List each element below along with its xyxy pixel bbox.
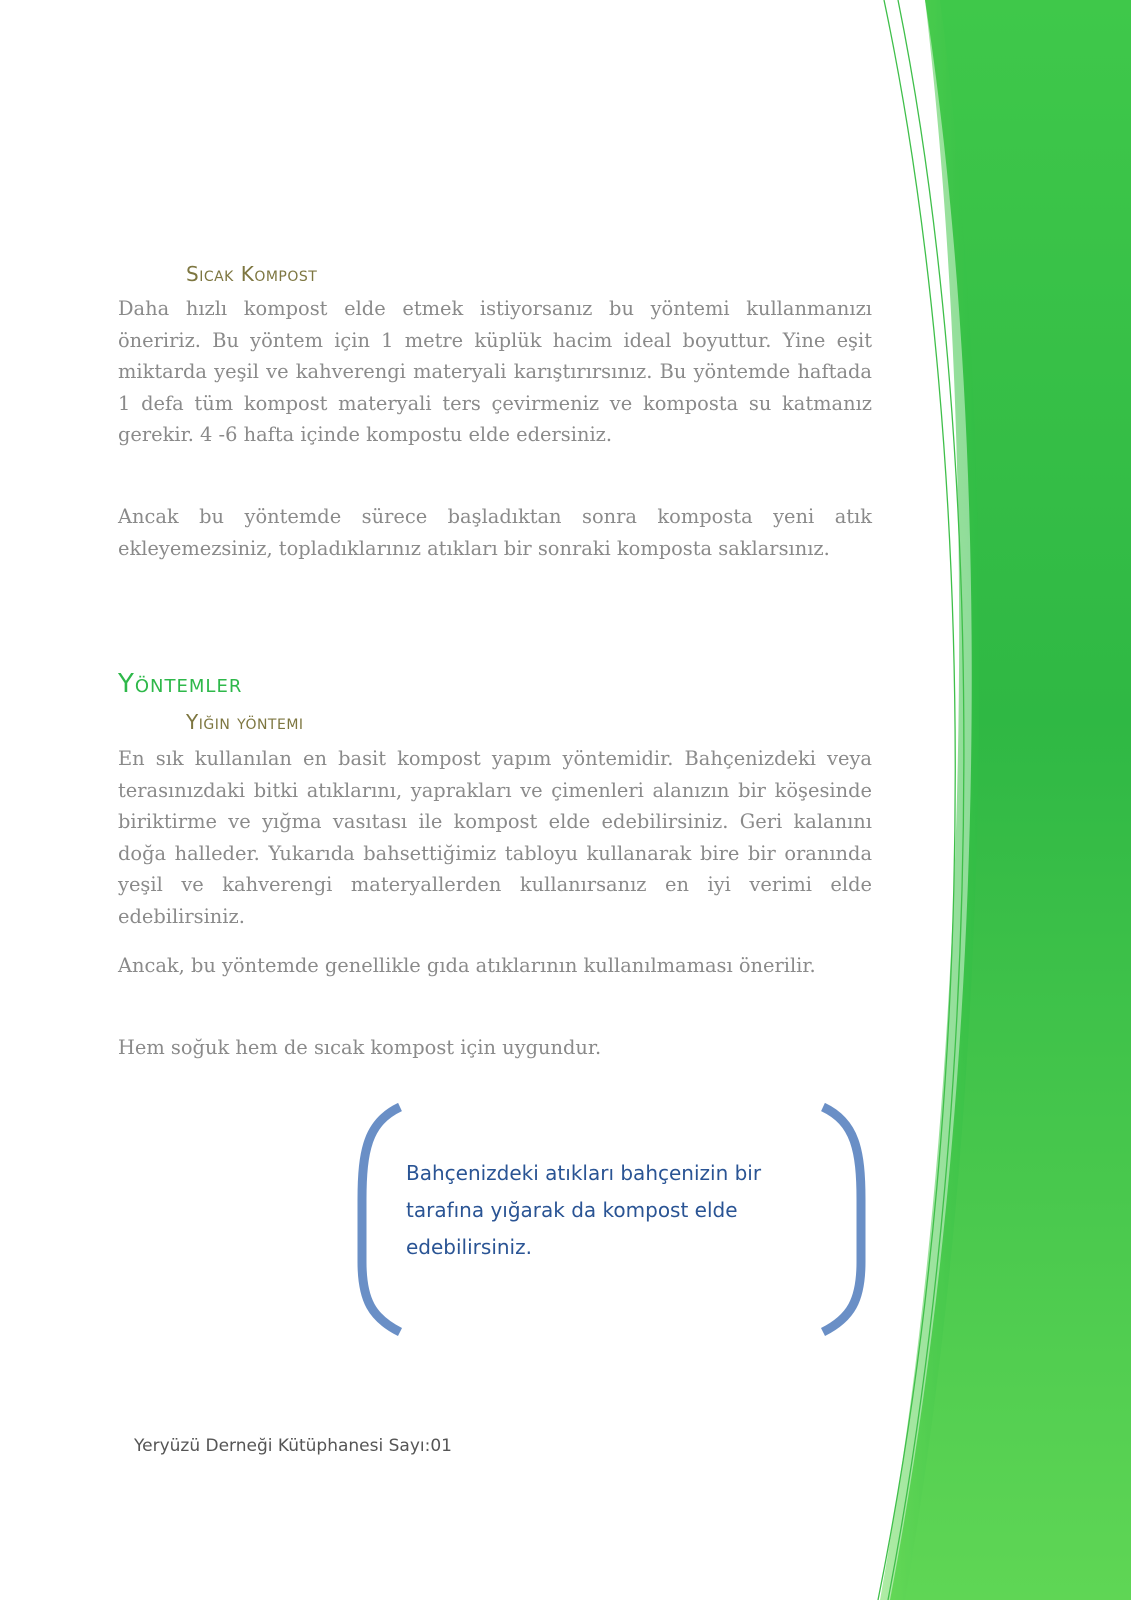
paragraph-sicak-2: Ancak bu yöntemde sürece başladıktan sonra komposta yeni atık ekleyemezsiniz, topladıklarınız atıkları bir sonraki komposta saklarsınız.: [118, 505, 872, 560]
heading-yontemler: Yöntemler: [118, 669, 243, 699]
heading-sicak-kompost: Sıcak Kompost: [186, 262, 318, 286]
paragraph-sicak-1: Daha hızlı kompost elde etmek istiyorsanız bu yöntemi kullanmanızı öneririz. Bu yöntem için 1 metre küplük hacim ideal boyuttur. Yine eşit miktarda yeşil ve kahverengi materyali karıştırırsınız. Bu yöntemde haftada 1 defa tüm kompost materyali ters çevirmeniz ve komposta su katmanız gerekir. 4 -6 hafta içinde kompostu elde edersiniz.: [118, 297, 872, 446]
paragraph-yigin-2: Ancak, bu yöntemde genellikle gıda atıklarının kullanılmaması önerilir.: [118, 954, 816, 977]
heading-yigin-yontemi: Yığın yöntemi: [186, 710, 304, 734]
page-footer: Yeryüzü Derneği Kütüphanesi Sayı:01: [134, 1436, 452, 1456]
paragraph-yigin-1: En sık kullanılan en basit kompost yapım yöntemidir. Bahçenizdeki veya terasınızdaki bitki atıklarını, yaprakları ve çimenleri alanızın bir köşesinde biriktirme ve yığma vasıtası ile kompost elde edebilirsiniz. Geri kalanını doğa halleder. Yukarıda bahsettiğimiz tabloyu kullanarak bire bir oranında yeşil ve kahverengi materyallerden kullanırsanız en iyi verimi elde edebilirsiniz.: [118, 747, 872, 928]
right-bracket: [823, 1107, 861, 1332]
left-bracket: [362, 1107, 400, 1332]
paragraph-yigin-3: Hem soğuk hem de sıcak kompost için uygundur.: [118, 1036, 602, 1059]
callout-quote: Bahçenizdeki atıkları bahçenizin bir tarafına yığarak da kompost elde edebilirsiniz.: [406, 1161, 762, 1259]
